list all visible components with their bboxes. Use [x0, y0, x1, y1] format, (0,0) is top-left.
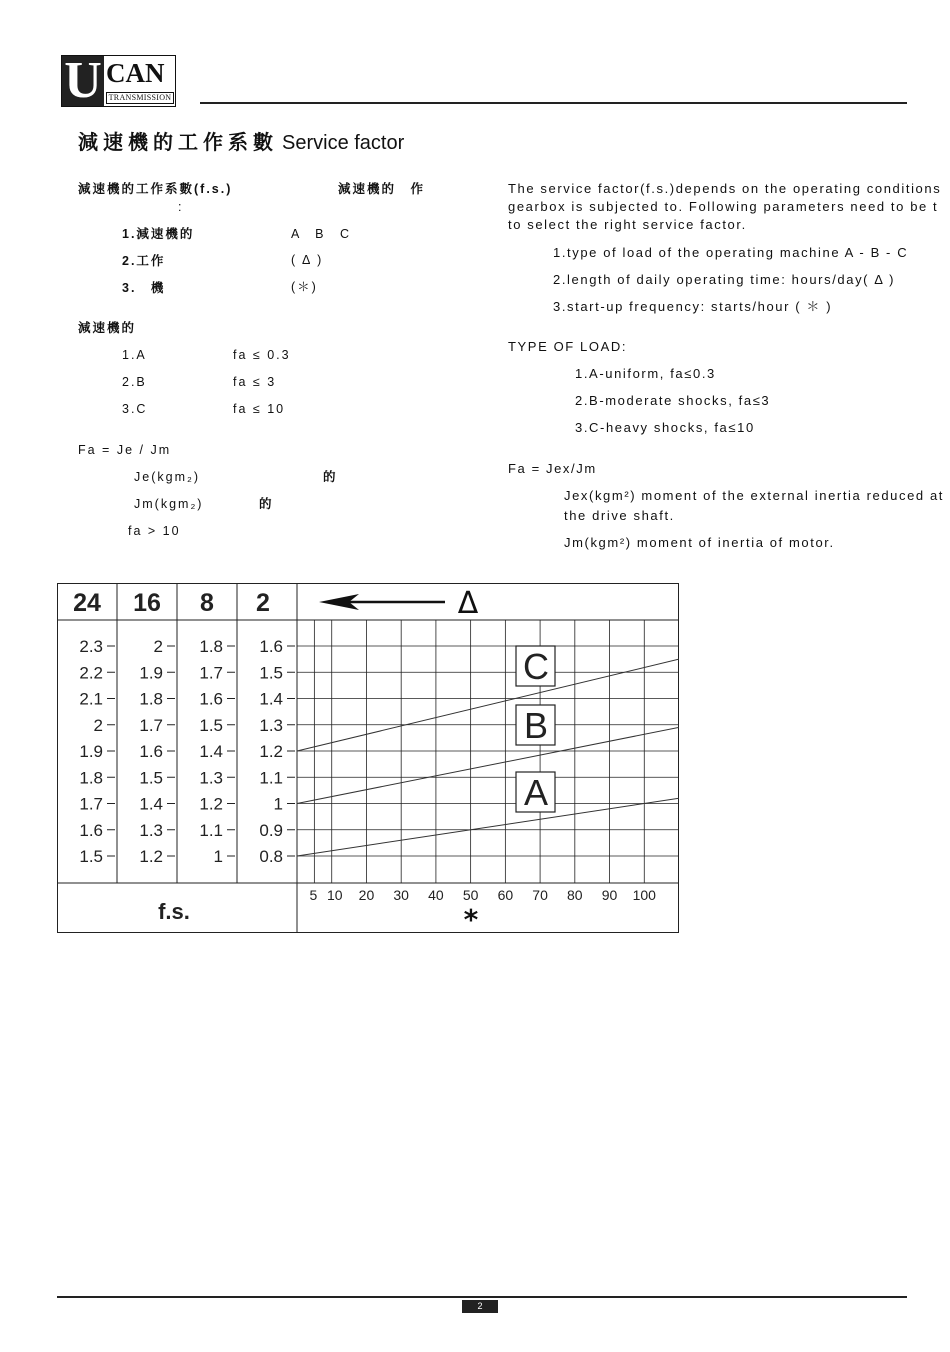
- fs-value-16h-4: 1.6: [139, 742, 163, 761]
- fs-value-24h-8: 1.5: [79, 847, 103, 866]
- zh-formula: Fa = Je / Jm: [78, 443, 172, 457]
- hours-arrow: [319, 594, 445, 610]
- fs-value-24h-6: 1.7: [79, 794, 103, 814]
- en-intro-line1: The service factor(f.s.)depends on the operating conditions: [508, 181, 942, 196]
- hours-header-16: 16: [133, 589, 161, 617]
- fs-value-24h-5: 1.8: [79, 768, 103, 788]
- en-jm-line: Jm(kgm²) moment of inertia of motor.: [564, 535, 835, 550]
- zh-item2-value: ( Δ ): [291, 253, 324, 267]
- brand-logo: [61, 52, 176, 109]
- hours-header-24: 24: [73, 589, 101, 617]
- fs-value-24h-2: 2.1: [79, 689, 103, 709]
- zh-load-heading: 減速機的: [78, 321, 137, 335]
- hours-header-2: 2: [256, 589, 270, 617]
- zh-load1-value: fa ≤ 0.3: [233, 348, 291, 362]
- fs-value-8h-5: 1.3: [199, 768, 223, 788]
- fs-value-24h-0: 2.3: [79, 637, 103, 656]
- en-intro-line3: to select the right service factor.: [508, 217, 747, 232]
- fs-value-24h-1: 2.2: [79, 663, 103, 683]
- page-title-en: Service factor: [282, 132, 405, 154]
- zh-item2-label: 2.工作: [122, 254, 166, 268]
- en-type2: 2.B-moderate shocks, fa≤3: [575, 393, 771, 408]
- header-rule: [200, 102, 907, 104]
- fs-value-2h-5: 1.1: [259, 768, 283, 788]
- x-tick-80: 80: [567, 887, 583, 903]
- fs-value-16h-7: 1.3: [139, 820, 163, 840]
- delta-symbol: Δ: [457, 586, 479, 621]
- zh-load1-label: 1.A: [122, 348, 147, 362]
- zh-fa-note: fa > 10: [128, 524, 181, 538]
- logo-subtitle: TRANSMISSION: [106, 92, 174, 104]
- logo-name: CAN: [106, 58, 165, 88]
- hours-header-8: 8: [200, 589, 214, 617]
- fs-axis-label: f.s.: [158, 899, 190, 924]
- fs-value-24h-3: 2: [93, 715, 103, 735]
- x-tick-70: 70: [532, 887, 548, 903]
- zh-intro-line1: 減速機的工作系數(f.s.): [78, 182, 233, 196]
- series-line-A: [297, 798, 679, 856]
- x-tick-40: 40: [428, 887, 444, 903]
- en-type-heading: TYPE OF LOAD:: [508, 339, 628, 354]
- en-jex-line2: the drive shaft.: [564, 508, 675, 523]
- fs-value-2h-7: 0.9: [259, 820, 283, 840]
- fs-value-16h-2: 1.8: [139, 689, 163, 709]
- en-intro-line2: gearbox is subjected to. Following parameters need to be t: [508, 199, 939, 214]
- service-factor-chart: [57, 583, 679, 933]
- zh-load3-label: 3.C: [122, 402, 148, 416]
- series-label-C: C: [523, 646, 549, 687]
- fs-value-24h-7: 1.6: [79, 820, 103, 840]
- fs-value-2h-2: 1.4: [259, 689, 283, 709]
- zh-load3-value: fa ≤ 10: [233, 402, 286, 416]
- fs-value-8h-4: 1.4: [199, 742, 223, 761]
- fs-value-16h-6: 1.4: [139, 794, 163, 814]
- series-label-A: A: [523, 772, 549, 813]
- fs-value-2h-1: 1.5: [259, 663, 283, 683]
- fs-value-2h-6: 1: [273, 794, 283, 814]
- fs-value-2h-3: 1.3: [259, 715, 283, 735]
- fs-value-2h-8: 0.8: [259, 847, 283, 866]
- x-tick-50: 50: [462, 887, 479, 903]
- zh-item1-value: A B C: [291, 227, 352, 241]
- en-type1: 1.A-uniform, fa≤0.3: [575, 366, 716, 381]
- fs-value-8h-3: 1.5: [199, 715, 223, 735]
- zh-je-desc: 的: [323, 470, 338, 484]
- page-title: [78, 126, 404, 155]
- fs-value-16h-8: 1.2: [139, 847, 163, 866]
- fs-value-8h-2: 1.6: [199, 689, 223, 709]
- fs-value-8h-7: 1.1: [199, 820, 223, 840]
- fs-value-8h-1: 1.7: [199, 663, 223, 683]
- x-tick-5: 5: [309, 887, 318, 903]
- en-formula: Fa = Jex/Jm: [508, 461, 597, 476]
- fs-value-8h-6: 1.2: [199, 794, 223, 814]
- zh-jm-desc: 的: [259, 497, 274, 511]
- zh-item3-label: 3. 機: [122, 281, 166, 295]
- page-title-zh: 減速機的工作系數: [78, 132, 278, 154]
- x-tick-60: 60: [497, 887, 514, 903]
- logo-letter: U: [62, 56, 104, 106]
- fs-value-16h-0: 2: [153, 637, 163, 656]
- zh-item1-label: 1.減速機的: [122, 227, 195, 241]
- zh-item3-value: (＊): [291, 280, 318, 294]
- zh-load2-value: fa ≤ 3: [233, 375, 277, 389]
- en-jex-line1: Jex(kgm²) moment of the external inertia reduced at: [564, 488, 945, 503]
- series-line-B: [297, 727, 679, 803]
- page-number: 2: [462, 1300, 498, 1313]
- zh-intro-line2: :: [178, 200, 184, 214]
- x-tick-90: 90: [601, 887, 618, 903]
- series-label-B: B: [523, 705, 549, 746]
- zh-je-label: Je(kgm₂): [134, 470, 200, 484]
- x-tick-30: 30: [393, 887, 409, 903]
- zh-load2-label: 2.B: [122, 375, 147, 389]
- x-tick-100: 100: [632, 887, 656, 903]
- fs-value-16h-5: 1.5: [139, 768, 163, 788]
- zh-intro-line1b: 減速機的 作: [338, 182, 426, 196]
- fs-value-8h-8: 1: [213, 847, 223, 866]
- fs-value-24h-4: 1.9: [79, 742, 103, 761]
- x-tick-20: 20: [358, 887, 375, 903]
- starts-per-hour-symbol: *: [463, 903, 479, 933]
- fs-value-16h-1: 1.9: [139, 663, 163, 683]
- en-item2: 2.length of daily operating time: hours/day( Δ ): [553, 272, 896, 287]
- fs-value-2h-4: 1.2: [259, 742, 283, 761]
- en-item3: 3.start-up frequency: starts/hour ( ＊ ): [553, 299, 833, 314]
- fs-value-2h-0: 1.6: [259, 637, 283, 656]
- x-tick-10: 10: [326, 887, 343, 903]
- footer-rule: [57, 1296, 907, 1298]
- fs-value-16h-3: 1.7: [139, 715, 163, 735]
- fs-value-8h-0: 1.8: [199, 637, 223, 656]
- zh-jm-label: Jm(kgm₂): [134, 497, 204, 511]
- en-type3: 3.C-heavy shocks, fa≤10: [575, 420, 755, 435]
- series-line-C: [297, 659, 679, 751]
- en-item1: 1.type of load of the operating machine A - B - C: [553, 245, 909, 260]
